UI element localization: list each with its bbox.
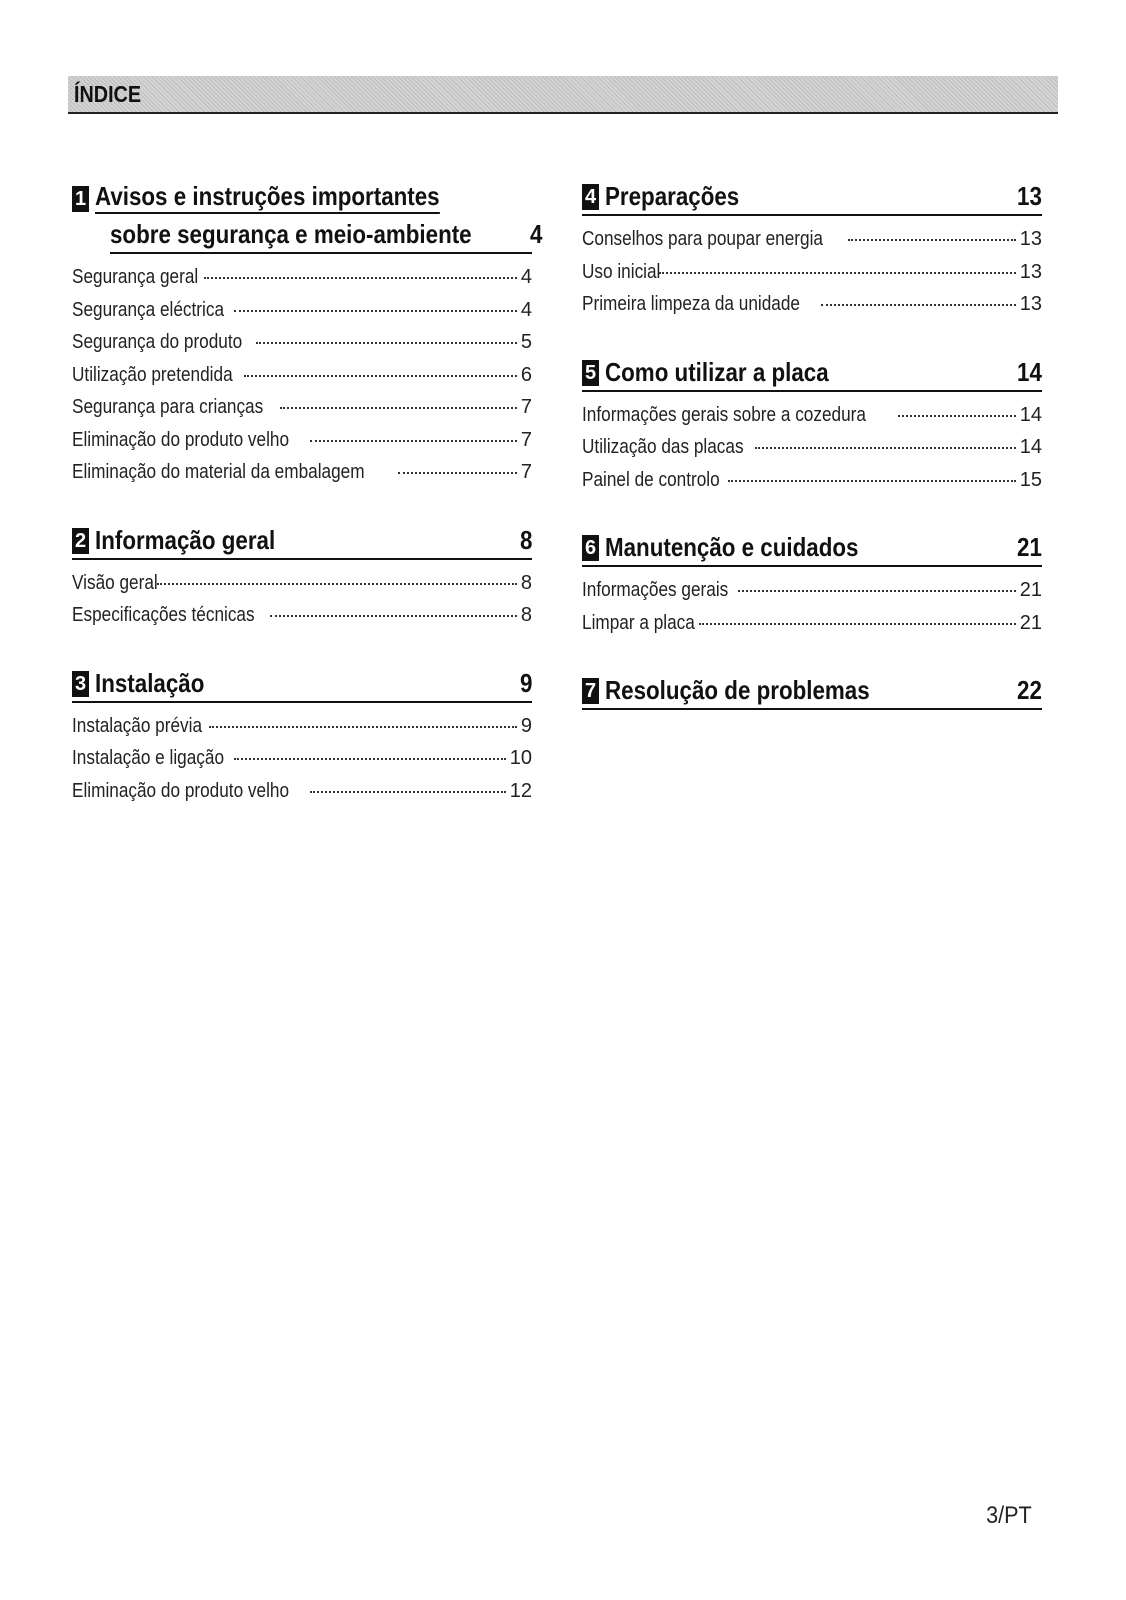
section-title: Manutenção e cuidados — [605, 532, 859, 562]
toc-left-column — [72, 181, 543, 838]
toc-item[interactable] — [72, 604, 532, 637]
toc-right-column — [582, 176, 1042, 736]
section-title-line1: Avisos e instruções importantes — [95, 181, 440, 214]
toc-item-label: Utilização pretendida — [72, 363, 233, 386]
dot-leader — [755, 447, 1015, 449]
dot-leader — [234, 758, 505, 760]
toc-item[interactable] — [582, 404, 1042, 437]
dot-leader — [234, 310, 516, 312]
toc-item-label: Eliminação do material da embalagem — [72, 461, 365, 483]
toc-item-list — [72, 572, 532, 637]
toc-item-page: 9 — [520, 714, 532, 737]
toc-section-4 — [582, 176, 1042, 326]
toc-item-list — [72, 266, 532, 494]
section-page-number: 9 — [519, 667, 532, 698]
toc-item[interactable] — [582, 579, 1042, 612]
dot-leader — [659, 272, 1016, 274]
dot-leader — [244, 375, 516, 377]
toc-item-page: 7 — [520, 461, 532, 483]
section-page-number: 22 — [1017, 675, 1042, 705]
dot-leader — [728, 480, 1016, 482]
section-number-badge: 4 — [582, 184, 599, 210]
toc-item-page: 14 — [1019, 436, 1042, 458]
toc-item-page: 21 — [1019, 579, 1042, 601]
dot-leader — [209, 726, 517, 728]
toc-item-label: Segurança geral — [72, 266, 199, 288]
toc-item[interactable] — [582, 293, 1042, 326]
toc-item-page: 7 — [520, 396, 532, 418]
toc-section-3 — [72, 663, 532, 813]
toc-item-label: Informações gerais — [582, 579, 729, 601]
toc-item-label: Segurança eléctrica — [72, 298, 225, 321]
section-title: Resolução de problemas — [605, 675, 870, 705]
section-heading[interactable] — [72, 520, 532, 560]
toc-item-page: 13 — [1019, 293, 1042, 315]
toc-item[interactable] — [72, 715, 532, 748]
toc-item-label: Limpar a placa — [582, 611, 695, 634]
dot-leader — [256, 342, 517, 344]
section-heading[interactable] — [582, 176, 1042, 216]
toc-item[interactable] — [72, 364, 532, 397]
toc-item-label: Segurança do produto — [72, 331, 243, 353]
dot-leader — [157, 583, 517, 585]
toc-item-label: Utilização das placas — [582, 436, 744, 458]
dot-leader — [398, 472, 517, 474]
toc-item-label: Painel de controlo — [582, 468, 720, 491]
dot-leader — [270, 615, 517, 617]
toc-item-label: Primeira limpeza da unidade — [582, 293, 800, 315]
toc-item[interactable] — [582, 436, 1042, 469]
toc-item-page: 15 — [1019, 468, 1042, 491]
toc-section-2 — [72, 520, 532, 637]
toc-item-list — [582, 228, 1042, 326]
section-number-badge: 6 — [582, 535, 599, 561]
section-heading[interactable] — [582, 352, 1042, 392]
index-title: ÍNDICE — [74, 81, 142, 107]
toc-item-label: Eliminação do produto velho — [72, 779, 290, 802]
dot-leader — [699, 623, 1016, 625]
toc-item[interactable] — [72, 266, 532, 299]
toc-item-page: 8 — [520, 571, 532, 594]
dot-leader — [821, 304, 1016, 306]
section-number-badge: 3 — [72, 671, 89, 697]
section-heading[interactable] — [582, 527, 1042, 567]
section-number-badge: 2 — [72, 528, 89, 554]
toc-item-page: 6 — [520, 363, 532, 386]
section-number-badge: 7 — [582, 678, 599, 704]
dot-leader — [738, 590, 1016, 592]
index-header-bar — [68, 76, 1058, 114]
section-number-badge: 1 — [72, 186, 89, 212]
toc-item-page: 8 — [520, 604, 532, 626]
toc-item[interactable] — [582, 228, 1042, 261]
toc-item-label: Segurança para crianças — [72, 396, 264, 418]
toc-item-label: Instalação e ligação — [72, 747, 225, 769]
toc-item-label: Uso inicial — [582, 260, 661, 283]
section-title: Preparações — [605, 181, 740, 211]
section-heading[interactable] — [582, 670, 1042, 710]
page-footer-number: 3/PT — [986, 1502, 1032, 1529]
toc-item-page: 13 — [1019, 228, 1042, 250]
toc-item-page: 5 — [520, 331, 532, 353]
toc-item[interactable] — [72, 396, 532, 429]
section-page-number: 21 — [1017, 532, 1042, 562]
toc-item[interactable] — [582, 261, 1042, 294]
section-page-number: 13 — [1017, 181, 1042, 211]
toc-item-list — [72, 715, 532, 813]
toc-item-page: 10 — [509, 747, 532, 769]
toc-item[interactable] — [582, 469, 1042, 502]
dot-leader — [204, 277, 516, 279]
toc-section-7 — [582, 670, 1042, 710]
toc-item-page: 21 — [1019, 611, 1042, 634]
toc-section-5 — [582, 352, 1042, 502]
toc-item[interactable] — [72, 461, 532, 494]
section-heading[interactable] — [72, 181, 543, 254]
toc-item-page: 4 — [520, 298, 532, 321]
section-title: Instalação — [95, 667, 205, 698]
toc-item-label: Informações gerais sobre a cozedura — [582, 403, 866, 426]
section-title-line2: sobre segurança e meio-ambiente — [110, 219, 472, 249]
toc-item-label: Visão geral — [72, 571, 158, 594]
toc-section-1 — [72, 181, 543, 494]
toc-item[interactable] — [72, 572, 532, 605]
section-heading[interactable] — [72, 663, 532, 703]
toc-item[interactable] — [72, 299, 532, 332]
toc-item-page: 13 — [1019, 260, 1042, 283]
toc-item-page: 7 — [520, 428, 532, 451]
toc-item[interactable] — [72, 747, 532, 780]
section-page-number: 4 — [530, 219, 543, 249]
toc-item-label: Instalação prévia — [72, 714, 203, 737]
dot-leader — [280, 407, 517, 409]
toc-item-label: Especificações técnicas — [72, 604, 255, 626]
toc-item-list — [582, 404, 1042, 502]
section-number-badge: 5 — [582, 360, 599, 386]
section-title: Como utilizar a placa — [605, 356, 829, 387]
toc-item[interactable] — [72, 429, 532, 462]
toc-item[interactable] — [72, 780, 532, 813]
toc-item-page: 14 — [1019, 403, 1042, 426]
toc-item-list — [582, 579, 1042, 644]
toc-item-page: 4 — [520, 266, 532, 288]
dot-leader — [310, 791, 506, 793]
toc-section-6 — [582, 527, 1042, 644]
dot-leader — [898, 415, 1016, 417]
toc-item[interactable] — [582, 612, 1042, 645]
dot-leader — [848, 239, 1016, 241]
toc-item-label: Eliminação do produto velho — [72, 428, 290, 451]
dot-leader — [310, 440, 517, 442]
toc-item-page: 12 — [509, 779, 532, 802]
section-page-number: 8 — [519, 524, 532, 555]
section-title: Informação geral — [95, 524, 276, 555]
toc-item-label: Conselhos para poupar energia — [582, 228, 823, 250]
section-page-number: 14 — [1017, 356, 1042, 387]
toc-item[interactable] — [72, 331, 532, 364]
